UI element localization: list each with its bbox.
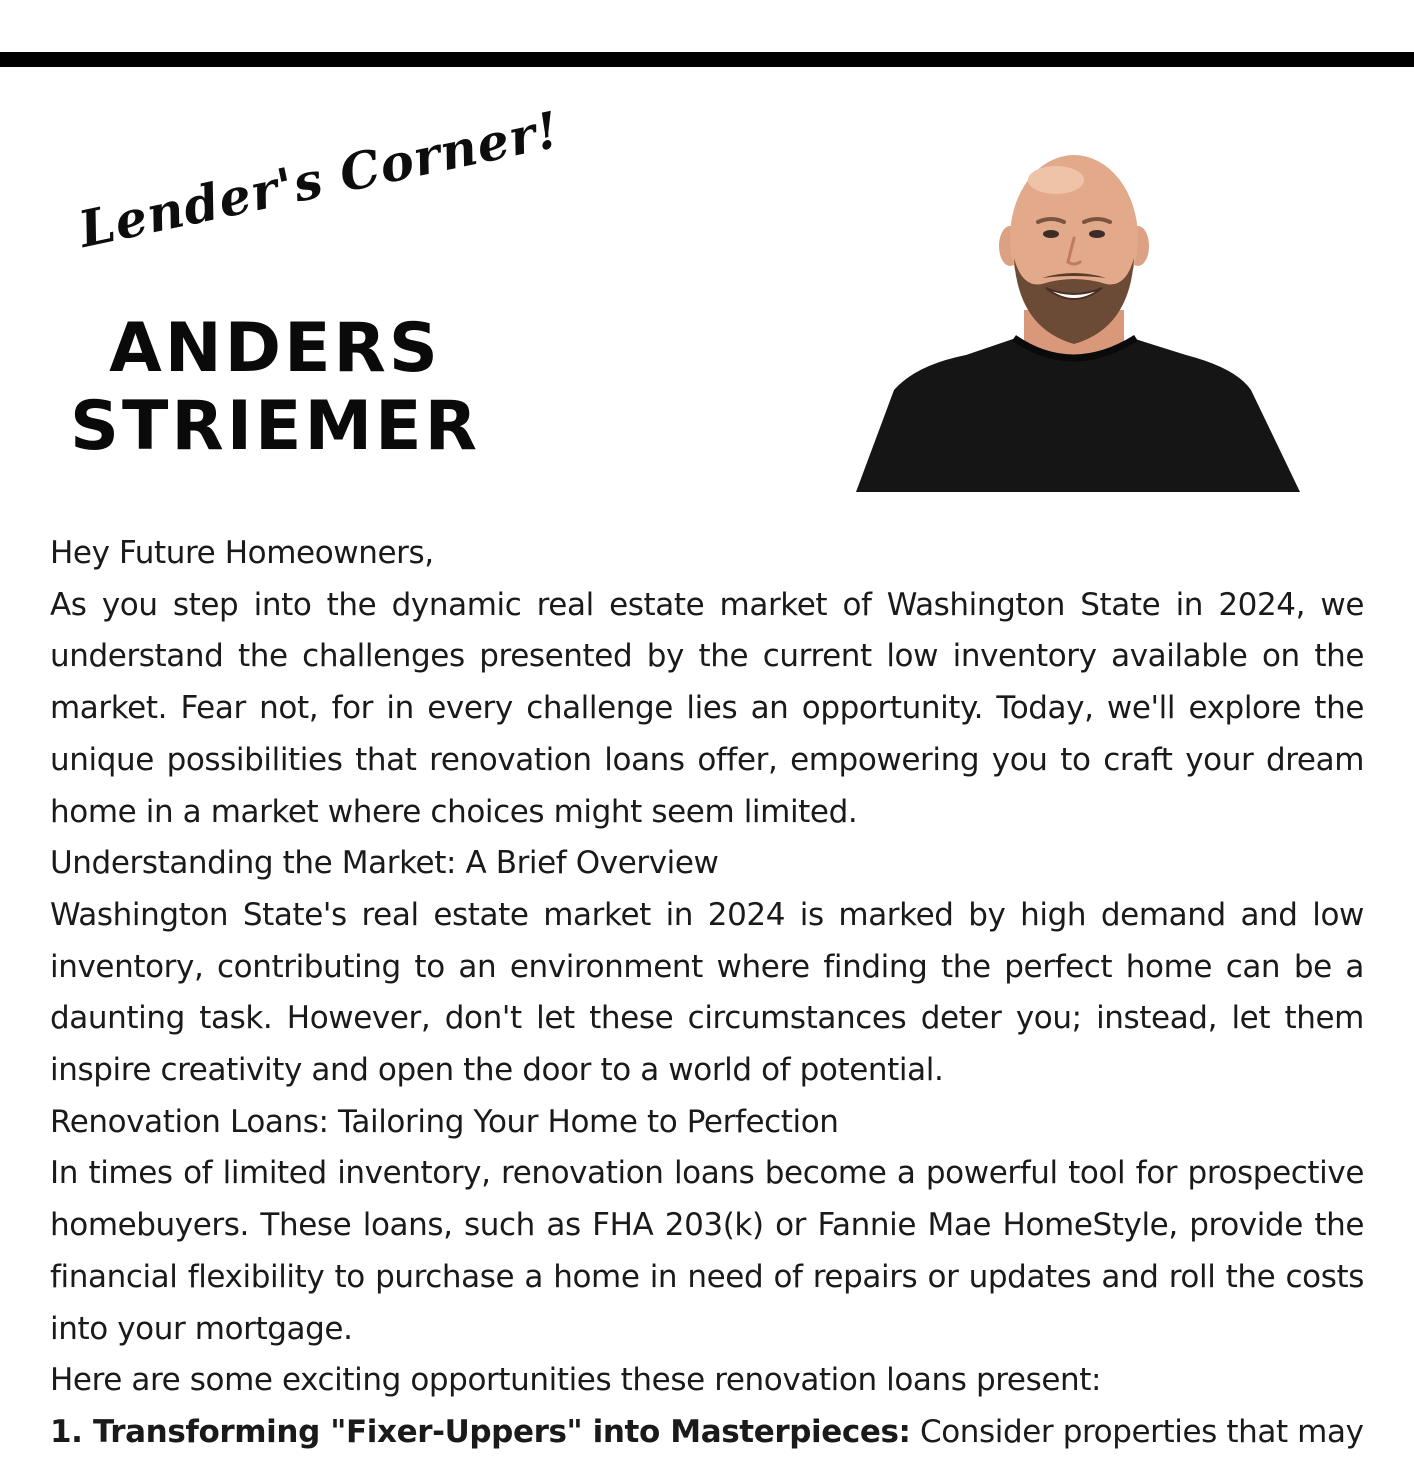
list-item-1-title: 1. Transforming "Fixer-Uppers" into Masterpieces: (50, 1413, 911, 1450)
list-intro: Here are some exciting opportunities these renovation loans present: (50, 1362, 1102, 1399)
author-name (60, 310, 490, 466)
renovation-paragraph: In times of limited inventory, renovation loans become a powerful tool for prospective homebuyers. These loans, such as FHA 203(k) or Fannie Mae HomeStyle, provide the financial flexibility to purchase a home in need of repairs or updates and roll the costs into your mortgage. (50, 1155, 1364, 1347)
head-highlight (1028, 166, 1084, 194)
author-first-name: ANDERS (109, 309, 441, 388)
section-heading-market: Understanding the Market: A Brief Overview (50, 845, 719, 882)
author-photo (856, 150, 1300, 492)
market-paragraph: Washington State's real estate market in 2024 is marked by high demand and low inventory, contributing to an environment where finding the perfect home can be a daunting task. However, don't let these circumstances deter you; instead, let them inspire creativity and open the door to a world of potential. (50, 896, 1364, 1089)
intro-paragraph: As you step into the dynamic real estate market of Washington State in 2024, we understand the challenges presented by the current low inventory available on the market. Fear not, for in every challenge lies an opportunity. Today, we'll explore the unique possibilities that renovation loans offer, empowering you to craft your dream home in a market where choices might seem limited. (50, 586, 1364, 830)
top-divider-bar (0, 52, 1414, 67)
author-last-name: STRIEMER (70, 387, 480, 466)
section-heading-renovation: Renovation Loans: Tailoring Your Home to Perfection (50, 1103, 839, 1140)
article-body (50, 528, 1364, 1459)
list-item-1 (50, 1407, 1364, 1459)
list-item-1-text: Consider properties that may (910, 1413, 1364, 1450)
column-title: Lender's Corner! (73, 99, 565, 259)
left-eye (1043, 230, 1059, 238)
greeting: Hey Future Homeowners, (50, 535, 434, 571)
right-eye (1089, 230, 1105, 238)
